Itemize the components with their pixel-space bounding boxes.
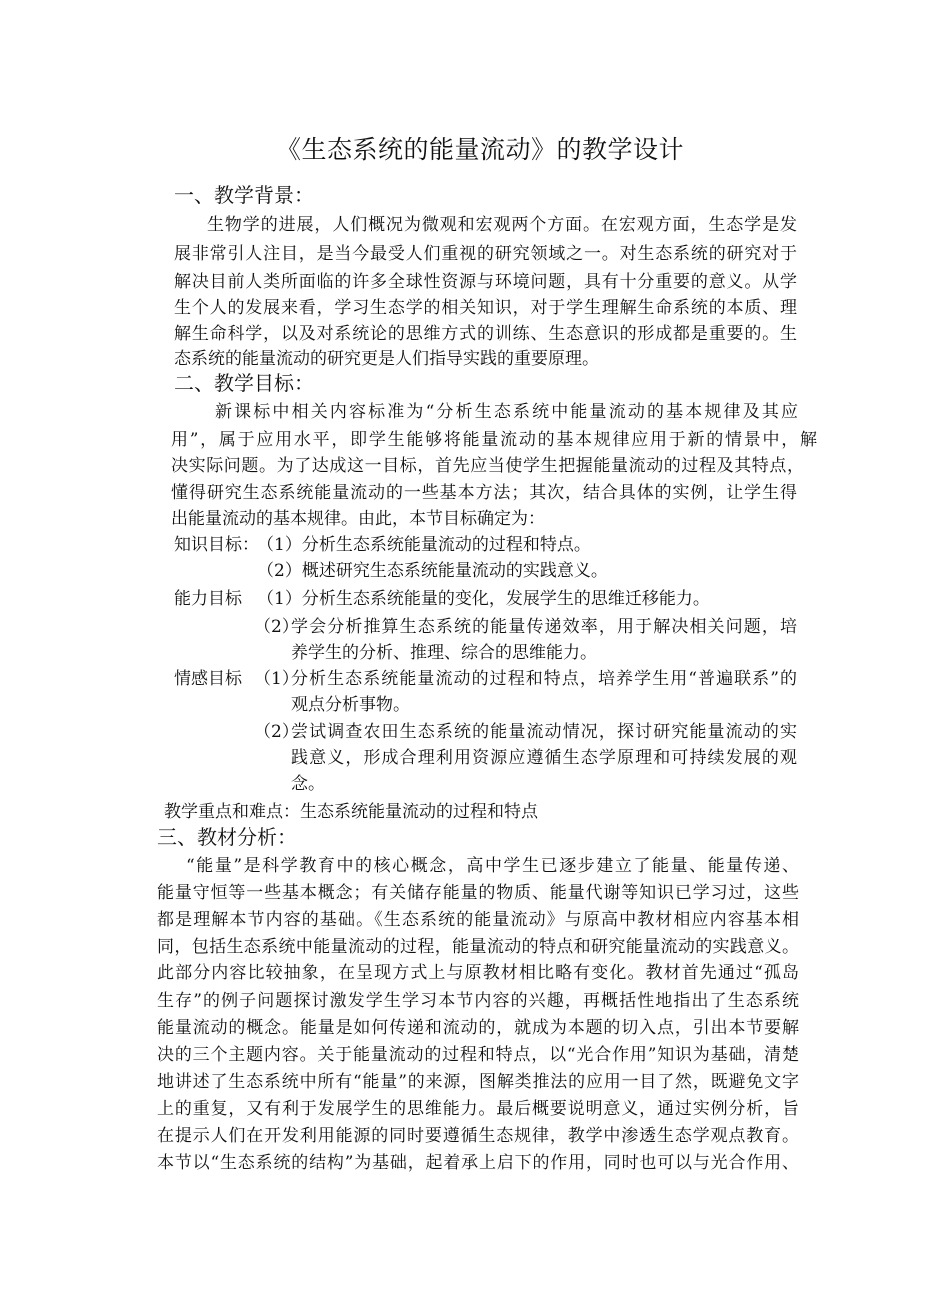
section-3-heading: 三、教材分析：: [157, 825, 297, 849]
emotion-goal-2-number: （2）: [254, 722, 299, 742]
paragraph-line: 本节以“生态系统的结构”为基础，起着承上启下的作用，同时也可以与光合作用、: [157, 1153, 799, 1173]
knowledge-goal-2: （2）概述研究生态系统能量流动的实践意义。: [257, 561, 608, 581]
emotion-goal-1-line: 分析生态系统能量流动的过程和特点，培养学生用“普遍联系”的: [291, 669, 797, 689]
paragraph-line: 解决目前人类所面临的许多全球性资源与环境问题，具有十分重要的意义。从学: [174, 272, 797, 292]
paragraph-line: 展非常引人注目，是当今最受人们重视的研究领域之一。对生态系统的研究对于: [174, 244, 797, 264]
paragraph-line: 此部分内容比较抽象，在呈现方式上与原教材相比略有变化。教材首先通过“孤岛: [157, 963, 799, 983]
page-title: 《生态系统的能量流动》的教学设计: [276, 135, 685, 164]
paragraph-line: 懂得研究生态系统能量流动的一些基本方法；其次，结合具体的实例，让学生得: [171, 483, 797, 503]
paragraph-line: 同，包括生态系统中能量流动的过程，能量流动的特点和研究能量流动的实践意义。: [157, 937, 799, 957]
paragraph-line: 在提示人们在开发利用能源的同时要遵循生态规律，教学中渗透生态学观点教育。: [157, 1126, 799, 1146]
paragraph-line: 新课标中相关内容标准为“分析生态系统中能量流动的基本规律及其应: [215, 402, 798, 422]
key-points: 教学重点和难点：生态系统能量流动的过程和特点: [164, 802, 538, 822]
paragraph-line: 生存”的例子问题探讨激发学生学习本节内容的兴趣，再概括性地指出了生态系统: [157, 991, 799, 1011]
paragraph-line: 上的重复，又有利于发展学生的思维能力。最后概要说明意义，通过实例分析，旨: [157, 1099, 799, 1119]
ability-goal-2-line: 学会分析推算生态系统的能量传递效率，用于解决相关问题，培: [291, 617, 797, 637]
paragraph-line: 能量流动的概念。能量是如何传递和流动的，就成为本题的切入点，引出本节要解: [157, 1018, 799, 1038]
paragraph-line: 用”，属于应用水平，即学生能够将能量流动的基本规律应用于新的情景中，解: [171, 430, 817, 450]
paragraph-line: 态系统的能量流动的研究更是人们指导实践的重要原理。: [174, 349, 599, 369]
paragraph-line: 决的三个主题内容。关于能量流动的过程和特点，以“光合作用”知识为基础，清楚: [157, 1045, 799, 1065]
paragraph-line: 解生命科学，以及对系统论的思维方式的训练、生态意识的形成都是重要的。生: [174, 324, 797, 344]
paragraph-line: 能量守恒等一些基本概念；有关储存能量的物质、能量代谢等知识已学习过，这些: [157, 883, 799, 903]
emotion-goal-2-line: 尝试调查农田生态系统的能量流动情况，探讨研究能量流动的实: [291, 722, 797, 742]
paragraph-line: 生物学的进展，人们概况为微观和宏观两个方面。在宏观方面，生态学是发: [207, 215, 797, 235]
knowledge-goal-label: 知识目标：: [174, 535, 259, 555]
knowledge-goal-1: （1）分析生态系统能量流动的过程和特点。: [257, 535, 591, 555]
paragraph-line: 都是理解本节内容的基础。《生态系统的能量流动》与原高中教材相应内容基本相: [157, 910, 799, 930]
paragraph-line: 生个人的发展来看，学习生态学的相关知识，对于学生理解生命系统的本质、理: [174, 298, 797, 318]
emotion-goal-label: 情感目标: [174, 669, 242, 689]
emotion-goal-2-line: 践意义，形成合理利用资源应遵循生态学原理和可持续发展的观: [291, 748, 797, 768]
ability-goal-2-line: 养学生的分析、推理、综合的思维能力。: [291, 643, 597, 663]
paragraph-line: 地讲述了生态系统中所有“能量”的来源，图解类推法的应用一目了然，既避免文字: [157, 1072, 799, 1092]
section-2-heading: 二、教学目标：: [174, 371, 314, 395]
ability-goal-label: 能力目标: [174, 589, 242, 609]
paragraph-line: 出能量流动的基本规律。由此，本节目标确定为：: [171, 509, 545, 529]
ability-goal-2-number: （2）: [254, 617, 299, 637]
ability-goal-1: （1）分析生态系统能量的变化，发展学生的思维迁移能力。: [257, 589, 710, 609]
section-1-heading: 一、教学背景：: [174, 183, 314, 207]
paragraph-line: “能量”是科学教育中的核心概念，高中学生已逐步建立了能量、能量传递、: [186, 856, 799, 876]
emotion-goal-2-line: 念。: [291, 774, 325, 794]
emotion-goal-1-line: 观点分析事物。: [291, 695, 410, 715]
emotion-goal-1-number: （1）: [254, 669, 299, 689]
paragraph-line: 决实际问题。为了达成这一目标，首先应当使学生把握能量流动的过程及其特点，: [171, 456, 804, 476]
